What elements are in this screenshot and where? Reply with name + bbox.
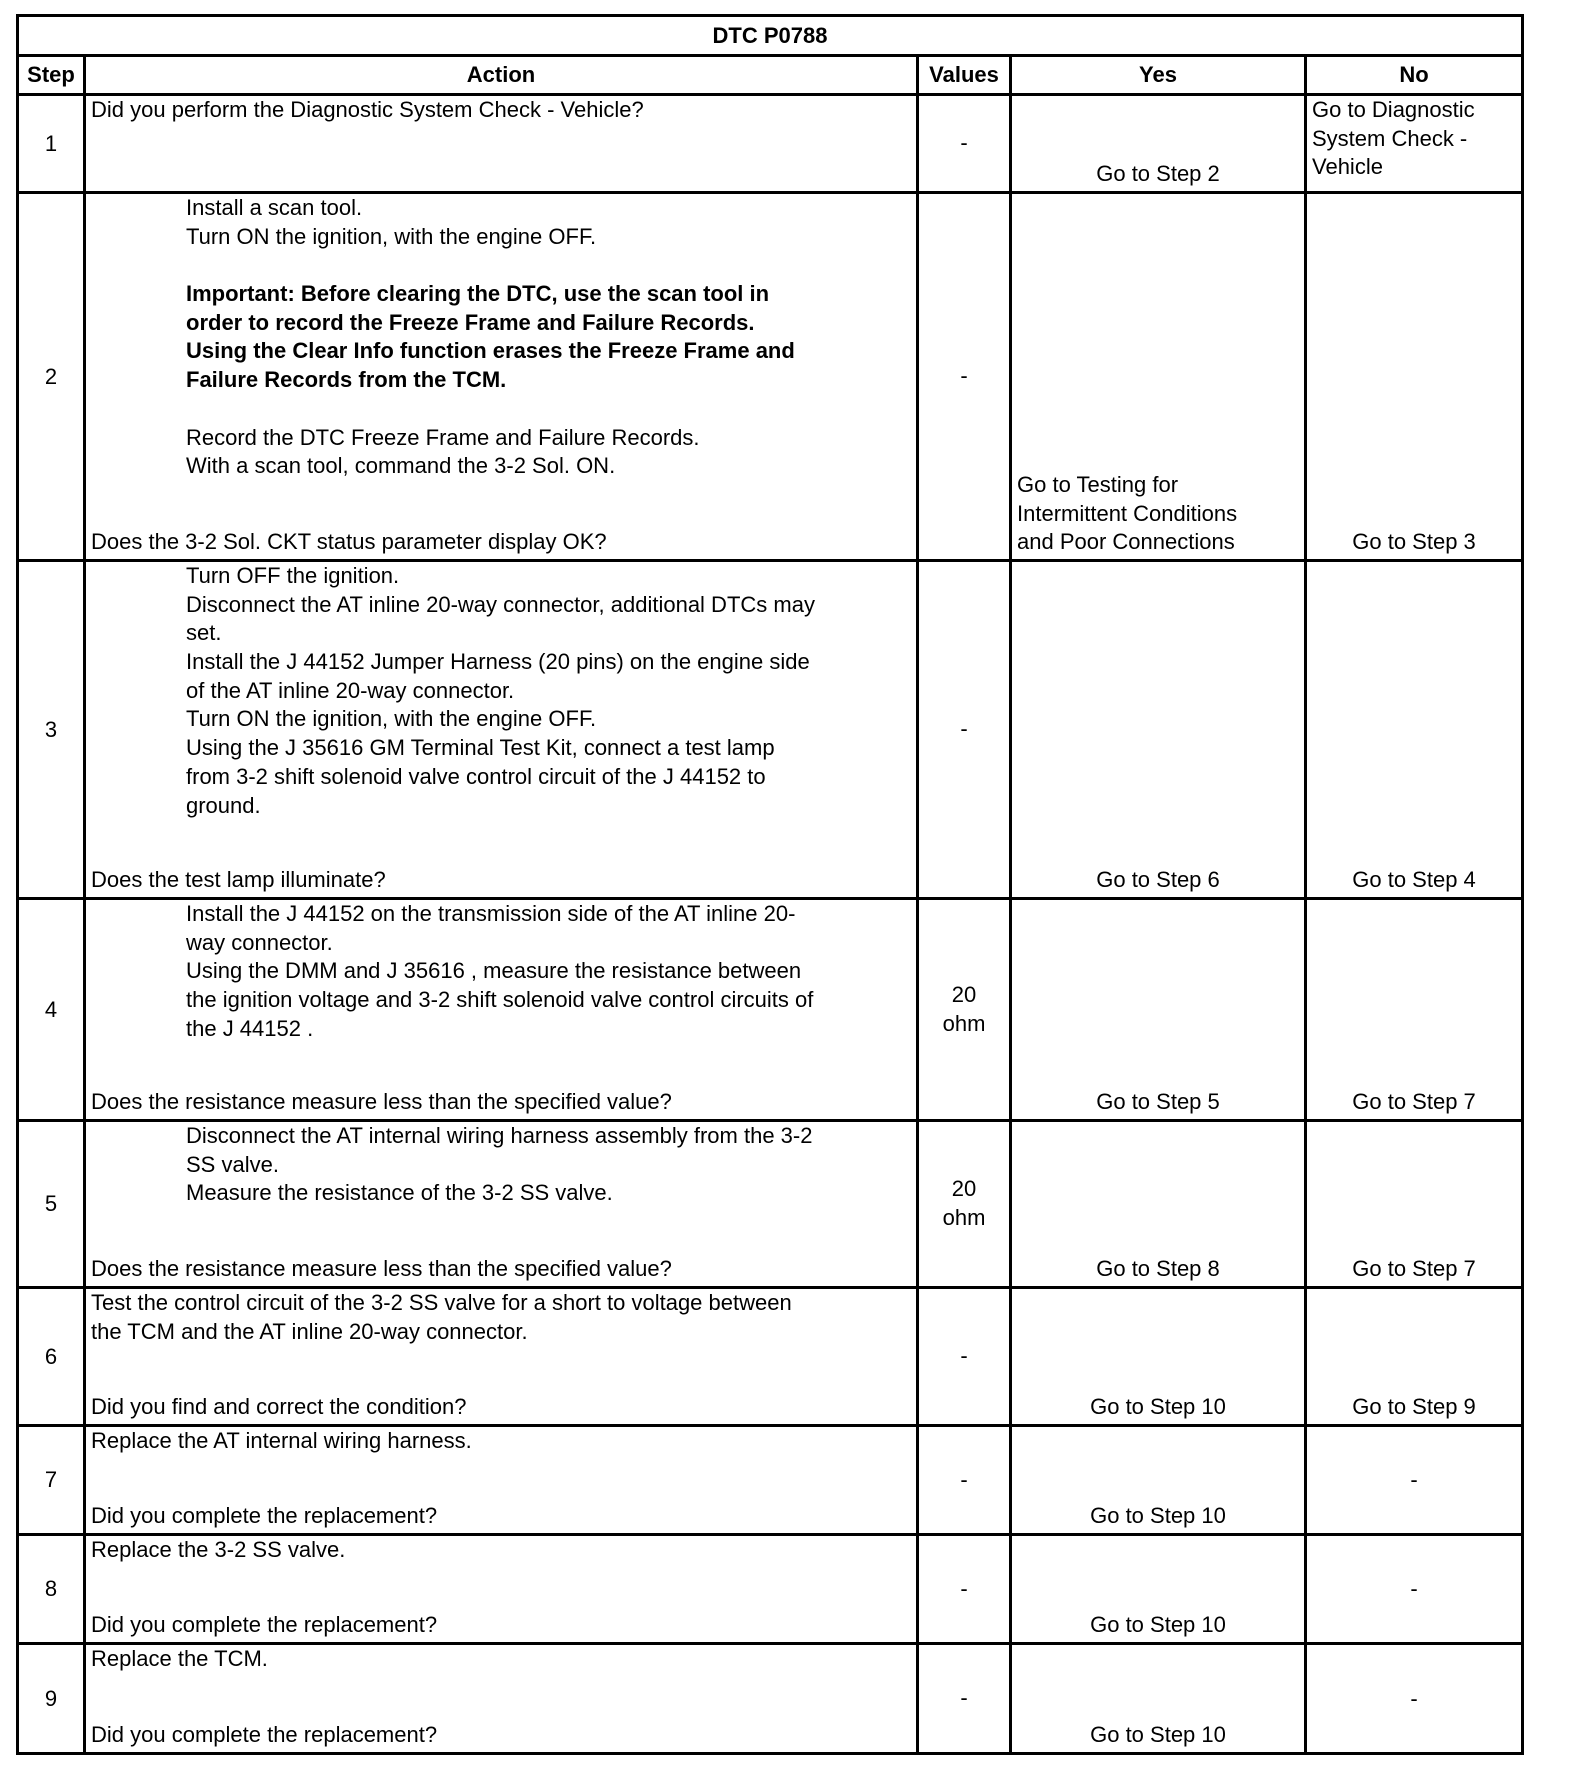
action-text: Test the control circuit of the 3-2 SS valve for a short to voltage between (91, 1290, 792, 1315)
action-text: Replace the AT internal wiring harness. (91, 1428, 472, 1453)
action-text: Install the J 44152 Jumper Harness (20 pins) on the engine side (186, 649, 810, 675)
dtc-table (16, 14, 1524, 1755)
no-text: Go to Step 7 (1352, 1089, 1476, 1115)
yes-text: Go to Step 10 (1090, 1612, 1226, 1638)
no-cell (1306, 899, 1523, 1121)
yes-text: Go to Step 5 (1096, 1089, 1220, 1115)
no-cell (1306, 193, 1523, 561)
no-text: Go to Step 9 (1352, 1394, 1476, 1420)
value-text: 20 ohm (942, 1176, 986, 1230)
table-row (18, 1288, 1523, 1426)
yes-cell (1011, 899, 1306, 1121)
action-text: Replace the 3-2 SS valve. (91, 1537, 346, 1562)
important-note: order to record the Freeze Frame and Failure Records. (186, 309, 755, 335)
yes-text: Go to Step 2 (1096, 161, 1220, 187)
action-text: from 3-2 shift solenoid valve control circuit of the J 44152 to (186, 763, 766, 789)
no-cell (1306, 1426, 1523, 1535)
yes-text: Go to Testing for (1017, 471, 1179, 497)
yes-cell (1011, 193, 1306, 561)
value-cell (918, 1535, 1011, 1644)
value-text: - (960, 1685, 968, 1711)
header-no: No (1306, 56, 1523, 95)
yes-cell (1011, 1644, 1306, 1754)
action-question: Does the resistance measure less than the specified value? (91, 1256, 672, 1282)
value-text: 20 ohm (942, 981, 986, 1036)
action-text (186, 395, 916, 424)
value-text: - (960, 130, 968, 156)
value-text: - (960, 1466, 968, 1492)
action-text: of the AT inline 20-way connector. (186, 677, 515, 703)
action-text: With a scan tool, command the 3-2 Sol. ON. (186, 453, 616, 479)
action-text: set. (186, 620, 222, 646)
action-cell (85, 561, 918, 899)
no-text: System Check - (1312, 125, 1468, 151)
no-cell (1306, 95, 1523, 193)
action-cell (85, 1288, 918, 1426)
value-cell (918, 1288, 1011, 1426)
header-yes: Yes (1011, 56, 1306, 95)
important-note: Using the Clear Info function erases the Freeze Frame and (186, 338, 795, 364)
table-row (18, 1644, 1523, 1754)
action-text: Using the DMM and J 35616 , measure the resistance between (186, 958, 802, 984)
no-text: Go to Step 3 (1352, 529, 1476, 555)
value-text: - (960, 363, 968, 389)
step-number: 3 (18, 561, 85, 899)
yes-cell (1011, 1121, 1306, 1288)
value-cell (918, 561, 1011, 899)
action-text: Disconnect the AT internal wiring harness assembly from the 3-2 (186, 1123, 813, 1148)
action-question: Did you find and correct the condition? (91, 1394, 467, 1420)
yes-text: Go to Step 10 (1090, 1394, 1226, 1420)
step-number: 8 (18, 1535, 85, 1644)
yes-text: Intermittent Conditions (1017, 500, 1238, 526)
value-cell (918, 899, 1011, 1121)
no-cell (1306, 1644, 1523, 1754)
no-text: Go to Step 4 (1352, 867, 1476, 893)
action-question: Does the 3-2 Sol. CKT status parameter display OK? (91, 529, 607, 555)
yes-cell (1011, 1426, 1306, 1535)
table-title: DTC P0788 (18, 16, 1523, 56)
action-text: Measure the resistance of the 3-2 SS valve. (186, 1180, 613, 1206)
yes-cell (1011, 1288, 1306, 1426)
table-row (18, 1426, 1523, 1535)
step-number: 4 (18, 899, 85, 1121)
action-cell (85, 1426, 918, 1535)
action-text: the ignition voltage and 3-2 shift solenoid valve control circuits of (186, 987, 814, 1013)
action-text: Turn OFF the ignition. (186, 563, 400, 588)
table-row (18, 899, 1523, 1121)
action-question: Did you complete the replacement? (91, 1503, 438, 1529)
action-text: the J 44152 . (186, 1015, 314, 1041)
no-text: - (1410, 1467, 1418, 1492)
yes-cell (1011, 95, 1306, 193)
step-number: 5 (18, 1121, 85, 1288)
yes-text: Go to Step 10 (1090, 1722, 1226, 1748)
action-question: Does the resistance measure less than the specified value? (91, 1089, 672, 1115)
header-values: Values (918, 56, 1011, 95)
value-cell (918, 1644, 1011, 1754)
no-text: Vehicle (1312, 154, 1383, 180)
header-step: Step (18, 56, 85, 95)
no-text: - (1410, 1576, 1418, 1601)
yes-text: Go to Step 8 (1096, 1256, 1220, 1282)
no-text: Go to Step 7 (1352, 1256, 1476, 1282)
step-number: 2 (18, 193, 85, 561)
no-cell (1306, 1535, 1523, 1644)
action-cell (85, 1535, 918, 1644)
action-question: Did you complete the replacement? (91, 1722, 438, 1748)
action-text (186, 251, 916, 280)
action-text: ground. (186, 792, 261, 818)
action-text: Using the J 35616 GM Terminal Test Kit, connect a test lamp (186, 735, 775, 761)
value-cell (918, 1121, 1011, 1288)
action-text: Record the DTC Freeze Frame and Failure Records. (186, 424, 700, 450)
yes-cell (1011, 1535, 1306, 1644)
action-cell (85, 1644, 918, 1754)
no-cell (1306, 561, 1523, 899)
action-text: Replace the TCM. (91, 1646, 268, 1671)
table-row (18, 1121, 1523, 1288)
step-number: 9 (18, 1644, 85, 1754)
step-number: 1 (18, 95, 85, 193)
table-row (18, 95, 1523, 193)
action-text: Disconnect the AT inline 20-way connector, additional DTCs may (186, 591, 815, 617)
yes-text: Go to Step 6 (1096, 867, 1220, 893)
header-action: Action (85, 56, 918, 95)
value-cell (918, 193, 1011, 561)
action-question: Does the test lamp illuminate? (91, 867, 386, 893)
value-text: - (960, 1575, 968, 1601)
action-text: the TCM and the AT inline 20-way connector. (91, 1318, 528, 1344)
action-text: Turn ON the ignition, with the engine OFF. (186, 706, 597, 732)
action-text: Did you perform the Diagnostic System Check - Vehicle? (91, 97, 644, 122)
value-text: - (960, 1343, 968, 1369)
action-text: Install the J 44152 on the transmission side of the AT inline 20- (186, 901, 796, 926)
step-number: 7 (18, 1426, 85, 1535)
no-cell (1306, 1288, 1523, 1426)
action-cell (85, 95, 918, 193)
action-question: Did you complete the replacement? (91, 1612, 438, 1638)
yes-text: Go to Step 10 (1090, 1503, 1226, 1529)
action-text: SS valve. (186, 1151, 279, 1177)
action-cell (85, 193, 918, 561)
action-cell (85, 899, 918, 1121)
table-row (18, 561, 1523, 899)
yes-cell (1011, 561, 1306, 899)
value-text: - (960, 716, 968, 742)
value-cell (918, 95, 1011, 193)
no-text: - (1410, 1685, 1418, 1711)
value-cell (918, 1426, 1011, 1535)
step-number: 6 (18, 1288, 85, 1426)
action-text: Turn ON the ignition, with the engine OFF. (186, 223, 597, 249)
action-text: way connector. (186, 929, 333, 955)
important-note: Important: Before clearing the DTC, use the scan tool in (186, 281, 770, 307)
no-cell (1306, 1121, 1523, 1288)
yes-text: and Poor Connections (1017, 529, 1235, 555)
no-text: Go to Diagnostic (1312, 97, 1475, 122)
action-text: Install a scan tool. (186, 195, 363, 220)
action-cell (85, 1121, 918, 1288)
important-note: Failure Records from the TCM. (186, 367, 507, 393)
table-row (18, 1535, 1523, 1644)
table-row (18, 193, 1523, 561)
